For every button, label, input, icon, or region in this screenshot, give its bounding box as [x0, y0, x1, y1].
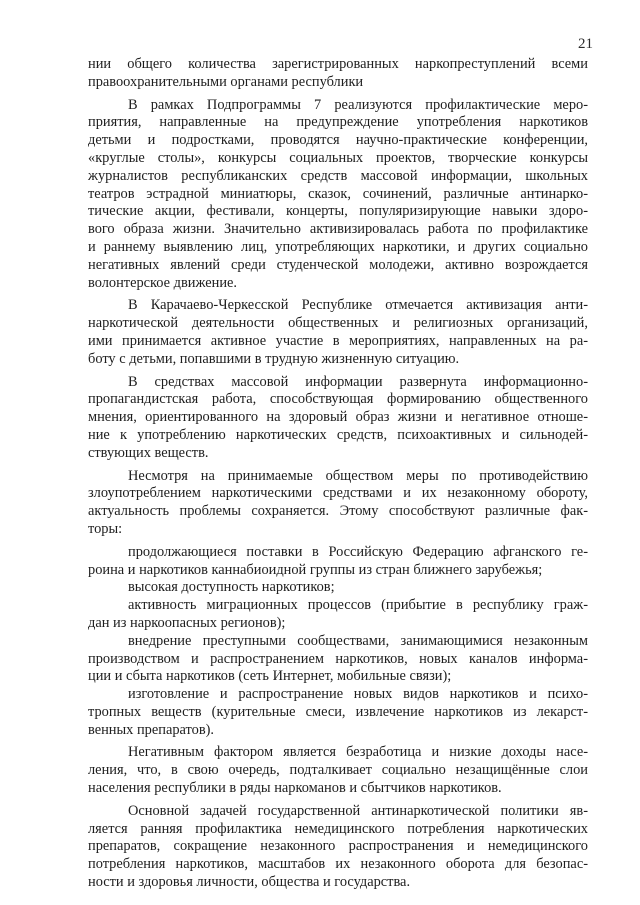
text-line: боту с детьми, попавшими в трудную жизненную ситуацию. [88, 350, 460, 367]
text-line: Негативным фактором является безработица и низкие доходы насе- [128, 744, 588, 761]
text-line: продолжающиеся поставки в Российскую Федерацию афганского ге- [128, 543, 588, 560]
text-line: изготовление и распространение новых видов наркотиков и психо- [128, 686, 588, 703]
text-line: волонтерское движение. [88, 274, 237, 291]
text-line: мнения, ориентированного на здоровый образ жизни и негативное отноше- [88, 409, 588, 426]
text-line: высокая доступность наркотиков; [128, 579, 335, 596]
page-number: 21 [578, 36, 593, 52]
text-line: ствующих веществ. [88, 444, 209, 461]
text-line: производством и распространением наркотиков, новых каналов информа- [88, 650, 588, 667]
text-line: тропных веществ (курительные смеси, извлечение наркотиков из лекарст- [88, 703, 588, 720]
document-body [88, 56, 588, 892]
text-line: В Карачаево-Черкесской Республике отмечается активизация анти- [128, 297, 588, 314]
text-line: наркотической деятельности общественных и религиозных организаций, [88, 315, 588, 332]
paragraph [88, 297, 588, 368]
text-line: «круглые столы», конкурсы социальных проектов, творческие конкурсы [88, 149, 588, 166]
text-line: ления, что, в свою очередь, подталкивает социально незащищённые слои [88, 762, 588, 779]
paragraph [88, 374, 588, 463]
text-line: В рамках Подпрограммы 7 реализуются профилактические меро- [128, 96, 588, 113]
paragraph [88, 744, 588, 797]
text-line: ние к употреблению наркотических средств, психоактивных и сильнодей- [88, 426, 588, 443]
paragraph [88, 633, 588, 686]
paragraph [88, 579, 588, 597]
text-line: дан из наркоопасных регионов); [88, 614, 286, 631]
text-line: активность миграционных процессов (прибытие в республику граж- [128, 597, 588, 614]
text-line: Основной задачей государственной антинаркотической политики яв- [128, 802, 588, 819]
text-line: торы: [88, 520, 123, 537]
paragraph [88, 597, 588, 633]
paragraph [88, 56, 588, 92]
text-line: ности и здоровья личности, общества и государства. [88, 874, 411, 891]
paragraph [88, 468, 588, 539]
text-line: актуальность проблемы сохраняется. Этому способствуют различные фак- [88, 503, 588, 520]
text-line: правоохранительными органами республики [88, 73, 364, 90]
text-line: пропагандистская работа, способствующая формированию общественного [88, 391, 588, 408]
text-line: и раннему выявлению лиц, употребляющих наркотики, и других социально [88, 238, 588, 255]
text-line: детьми и подростками, проводятся научно-практические конференции, [88, 132, 588, 149]
text-line: тические акции, фестивали, концерты, популяризирующие навыки здоро- [88, 203, 588, 220]
text-line: злоупотреблением наркотическими средствами и их незаконному обороту, [88, 485, 588, 502]
text-line: нии общего количества зарегистрированных наркопреступлений всеми [88, 56, 588, 72]
text-line: приятия, направленные на предупреждение употребления наркотиков [88, 114, 588, 131]
paragraph [88, 686, 588, 739]
paragraph [88, 97, 588, 293]
text-line: потребления наркотиков, масштабов их незаконного оборота для безопас- [88, 856, 588, 873]
text-line: населения республики в ряды наркоманов и сбытчиков наркотиков. [88, 780, 502, 797]
text-line: внедрение преступными сообществами, занимающимися незаконным [128, 632, 588, 649]
text-line: Несмотря на принимаемые обществом меры по противодействию [128, 467, 588, 484]
text-line: ции и сбыта наркотиков (сеть Интернет, мобильные связи); [88, 668, 452, 685]
text-line: негативных явлений среди студенческой молодежи, активно возрождается [88, 256, 588, 273]
text-line: ими принимается активное участие в мероприятиях, направленных на ра- [88, 332, 588, 349]
paragraph [88, 544, 588, 580]
text-line: вого образа жизни. Значительно активизировалась работа по профилактике [88, 221, 588, 238]
text-line: венных препаратов). [88, 721, 215, 738]
text-line: роина и наркотиков каннабиоидной группы из стран ближнего зарубежья; [88, 561, 543, 578]
text-line: ляется ранняя профилактика немедицинского потребления наркотических [88, 820, 588, 837]
text-line: В средствах массовой информации развернута информационно- [128, 373, 588, 390]
text-line: театров эстрадной миниатюры, сказок, сочинений, различные антинарко- [88, 185, 588, 202]
text-line: журналистов республиканских средств массовой информации, школьных [88, 167, 588, 184]
text-line: препаратов, сокращение незаконного распространения и немедицинского [88, 838, 588, 855]
paragraph [88, 803, 588, 892]
